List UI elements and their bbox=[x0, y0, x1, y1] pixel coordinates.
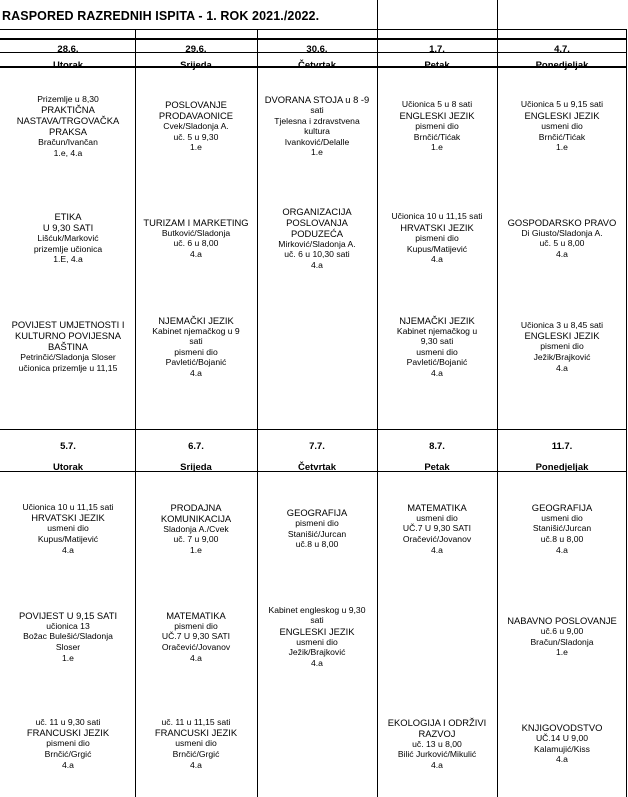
date-header: 28.6. bbox=[57, 44, 79, 55]
exam-cell bbox=[8, 184, 128, 292]
exam-subject-line: POSLOVANJE bbox=[165, 99, 227, 111]
exam-detail-line: Prizemlje u 8,30 bbox=[37, 93, 99, 104]
exam-detail-line: 1.e bbox=[190, 142, 202, 153]
exam-detail-line: 4.a bbox=[190, 248, 202, 259]
header-top-rule bbox=[0, 38, 626, 40]
exam-detail-line: Brnčić/Tićak bbox=[413, 131, 461, 142]
date-header: 6.7. bbox=[188, 441, 204, 452]
exam-detail-line: 1.e bbox=[431, 142, 443, 153]
exam-subject-line: NABAVNO POSLOVANJE bbox=[507, 615, 617, 627]
exam-subject-line: FRANCUSKI JEZIK bbox=[154, 727, 238, 739]
exam-detail-line: Božac Bulešić/Sladonja bbox=[23, 631, 113, 642]
exam-detail-line: usmeni dio bbox=[175, 738, 217, 749]
exam-detail-line: 4.a bbox=[431, 254, 443, 265]
exam-cell bbox=[502, 292, 622, 401]
exam-subject-line: PRODAVAONICE bbox=[158, 110, 234, 122]
exam-detail-line: Učionica 10 u 11,15 sati bbox=[22, 501, 114, 512]
day-header: Ponedjeljak bbox=[535, 462, 589, 473]
exam-detail-line: Učionica 5 u 9,15 sati bbox=[520, 99, 604, 110]
exam-detail-line: usmeni dio bbox=[416, 346, 458, 357]
exam-cell bbox=[502, 68, 622, 184]
exam-subject-line: TURIZAM I MARKETING bbox=[143, 216, 249, 228]
exam-cell bbox=[257, 583, 377, 690]
exam-detail-line: Sladonja A./Cvek bbox=[163, 523, 229, 534]
exam-subject-line: ETIKA bbox=[54, 211, 82, 223]
date-header: 7.7. bbox=[309, 441, 325, 452]
exam-detail-line: Petrinčić/Sladonja Sloser bbox=[20, 352, 116, 363]
exam-subject-line: HRVATSKI JEZIK bbox=[31, 512, 105, 524]
exam-subject-line: FRANCUSKI JEZIK bbox=[26, 727, 110, 739]
exam-cell bbox=[502, 474, 622, 583]
exam-cell-empty bbox=[257, 292, 377, 401]
exam-subject-line: GEOGRAFIJA bbox=[286, 507, 348, 519]
exam-cell bbox=[136, 583, 256, 690]
exam-detail-line: Učionica 3 u 8,45 sati bbox=[520, 319, 604, 330]
exam-detail-line: Cvek/Sladonja A. bbox=[163, 121, 229, 132]
exam-detail-line: Bračun/Ivančan bbox=[38, 137, 98, 148]
exam-detail-line: Oračević/Jovanov bbox=[161, 642, 231, 652]
exam-detail-line: usmeni dio bbox=[541, 512, 583, 523]
exam-detail-line: usmeni dio bbox=[541, 120, 583, 131]
exam-detail-line: Brnčić/Grgić bbox=[172, 749, 220, 759]
exam-subject-line: NJEMAČKI JEZIK bbox=[158, 314, 234, 326]
exam-detail-line: uč. 5 u 9,30 bbox=[173, 131, 219, 142]
exam-detail-line: Stanišić/Jurcan bbox=[287, 528, 347, 539]
exam-detail-line: Brnčić/Tićak bbox=[538, 131, 586, 142]
exam-subject-line: RAZVOJ bbox=[418, 727, 456, 739]
exam-detail-line: uč. 6 u 10,30 sati bbox=[284, 249, 350, 260]
exam-subject-line: KULTURNO POVIJESNA bbox=[14, 330, 122, 342]
exam-detail-line: Ivanković/Delalle bbox=[284, 136, 350, 147]
exam-detail-line: pismeni dio bbox=[415, 232, 459, 243]
date-header: 1.7. bbox=[429, 44, 445, 55]
exam-detail-line: kultura bbox=[304, 126, 330, 137]
exam-subject-line: PRODAJNA bbox=[170, 501, 222, 513]
exam-subject-line: GOSPODARSKO PRAVO bbox=[507, 216, 617, 228]
exam-detail-line: Bilić Jurković/Mikulić bbox=[397, 749, 477, 760]
exam-detail-line: Učionica 5 u 8 sati bbox=[401, 99, 473, 110]
day-header: Četvrtak bbox=[297, 462, 337, 473]
exam-detail-line: uč. 5 u 8,00 bbox=[539, 238, 585, 249]
exam-detail-line: 4.a bbox=[556, 544, 568, 555]
exam-detail-line: Bračun/Sladonja bbox=[530, 636, 594, 647]
exam-detail-line: učionica 13 bbox=[46, 620, 90, 631]
exam-detail-line: 4.a bbox=[190, 652, 202, 663]
exam-detail-line: Brnčić/Grgić bbox=[44, 749, 92, 759]
exam-detail-line: sati bbox=[310, 615, 324, 626]
exam-detail-line: 4.a bbox=[431, 544, 443, 555]
exam-cell bbox=[257, 474, 377, 583]
exam-detail-line: uč. 11 u 9,30 sati bbox=[35, 716, 101, 727]
exam-detail-line: 1.E, 4.a bbox=[53, 254, 83, 265]
date-header: 4.7. bbox=[554, 44, 570, 55]
exam-detail-line: usmeni dio bbox=[47, 523, 89, 534]
exam-cell bbox=[502, 184, 622, 292]
exam-detail-line: pismeni dio bbox=[174, 346, 218, 357]
exam-detail-line: 4.a bbox=[190, 367, 202, 378]
exam-detail-line: 4.a bbox=[556, 362, 568, 373]
exam-detail-line: Pavletić/Bojanić bbox=[165, 357, 227, 368]
exam-detail-line: Oračević/Jovanov bbox=[402, 534, 472, 544]
exam-detail-line: Ježik/Brajković bbox=[533, 352, 591, 362]
exam-subject-line: ENGLESKI JEZIK bbox=[399, 109, 475, 121]
exam-detail-line: usmeni dio bbox=[296, 636, 338, 647]
exam-detail-line: Stanišić/Jurcan bbox=[532, 523, 592, 534]
exam-detail-line: 1.e bbox=[556, 647, 568, 658]
day-header: Utorak bbox=[52, 60, 84, 71]
exam-detail-line: 4.a bbox=[556, 754, 568, 765]
exam-subject-line: BAŠTINA bbox=[47, 341, 89, 353]
exam-subject-line: POSLOVANJA bbox=[286, 216, 348, 228]
exam-subject-line: ENGLESKI JEZIK bbox=[524, 109, 600, 121]
exam-subject-line: NJEMAČKI JEZIK bbox=[399, 314, 475, 326]
exam-detail-line: Di Giusto/Sladonja A. bbox=[521, 227, 603, 238]
exam-cell bbox=[8, 690, 128, 797]
exam-subject-line: HRVATSKI JEZIK bbox=[400, 221, 474, 233]
exam-detail-line: 1.e bbox=[190, 544, 202, 555]
day-header: Ponedjeljak bbox=[535, 60, 589, 71]
exam-detail-line: 1.e bbox=[311, 147, 323, 158]
exam-detail-line: pismeni dio bbox=[46, 738, 90, 749]
exam-detail-line: Tjelesna i zdravstvena bbox=[274, 115, 360, 126]
exam-cell bbox=[136, 68, 256, 184]
title-divider bbox=[377, 0, 378, 29]
column-divider bbox=[497, 29, 498, 797]
date-header: 5.7. bbox=[60, 441, 76, 452]
exam-cell-empty bbox=[377, 583, 497, 690]
exam-subject-line: KOMUNIKACIJA bbox=[160, 512, 232, 524]
exam-detail-line: pismeni dio bbox=[540, 341, 584, 352]
exam-cell bbox=[377, 184, 497, 292]
day-header: Četvrtak bbox=[297, 60, 337, 71]
column-divider bbox=[626, 29, 627, 797]
exam-detail-line: 4.a bbox=[62, 759, 74, 770]
exam-detail-line: sati bbox=[189, 336, 203, 347]
exam-subject-line: MATEMATIKA bbox=[166, 609, 226, 621]
exam-detail-line: 9,30 sati bbox=[420, 336, 454, 347]
exam-detail-line: 1.e bbox=[62, 652, 74, 663]
exam-detail-line: 4.a bbox=[431, 759, 443, 770]
exam-subject-line: MATEMATIKA bbox=[407, 501, 467, 513]
day-header: Srijeda bbox=[180, 60, 212, 71]
exam-detail-line: usmeni dio bbox=[416, 512, 458, 523]
exam-cell bbox=[502, 583, 622, 690]
exam-detail-line: uč.8 u 8,00 bbox=[540, 534, 584, 544]
exam-detail-line: sati bbox=[310, 105, 324, 116]
exam-detail-line: 1.e bbox=[556, 142, 568, 153]
exam-detail-line: uč. 11 u 11,15 sati bbox=[161, 716, 231, 727]
exam-subject-line: ENGLESKI JEZIK bbox=[524, 330, 600, 342]
exam-detail-line: uč. 6 u 8,00 bbox=[173, 238, 219, 249]
exam-detail-line: uč. 13 u 8,00 bbox=[412, 738, 462, 749]
exam-subject-line: U 9,30 SATI bbox=[42, 222, 94, 234]
exam-cell bbox=[502, 690, 622, 797]
day-header: Srijeda bbox=[180, 462, 212, 473]
exam-detail-line: Kabinet njemačkog u 9 bbox=[152, 325, 240, 336]
exam-detail-line: 4.a bbox=[62, 544, 74, 555]
exam-detail-line: 1.e, 4.a bbox=[53, 147, 83, 158]
top-border bbox=[0, 29, 626, 30]
exam-detail-line: 4.a bbox=[311, 259, 323, 270]
exam-subject-line: PRAKTIČNA bbox=[41, 104, 95, 116]
exam-subject-line: ENGLESKI JEZIK bbox=[279, 625, 355, 637]
exam-cell bbox=[136, 690, 256, 797]
exam-detail-line: uč.8 u 8,00 bbox=[295, 539, 339, 550]
exam-detail-line: uč.6 u 9,00 bbox=[540, 626, 584, 637]
exam-subject-line: DVORANA STOJA u 8 -9 bbox=[264, 94, 370, 106]
exam-cell bbox=[136, 474, 256, 583]
exam-detail-line: UČ.14 U 9,00 bbox=[535, 733, 589, 744]
exam-detail-line: prizemlje učionica bbox=[33, 243, 103, 254]
exam-subject-line: EKOLOGIJA I ODRŽIVI bbox=[387, 716, 487, 728]
exam-subject-line: POVIJEST UMJETNOSTI I bbox=[11, 319, 125, 331]
exam-detail-line: 4.a bbox=[431, 367, 443, 378]
day-header: Petak bbox=[424, 60, 450, 71]
exam-detail-line: Kabinet njemačkog u bbox=[396, 325, 478, 336]
exam-detail-line: Kupus/Matijević bbox=[37, 534, 99, 544]
exam-detail-line: 4.a bbox=[190, 759, 202, 770]
exam-cell bbox=[377, 68, 497, 184]
exam-detail-line: Sloser bbox=[55, 642, 81, 652]
page-title: RASPORED RAZREDNIH ISPITA - 1. ROK 2021./2022. bbox=[2, 9, 320, 23]
exam-subject-line: ORGANIZACIJA bbox=[282, 205, 352, 217]
exam-subject-line: GEOGRAFIJA bbox=[531, 501, 593, 513]
exam-detail-line: uč. 7 u 9,00 bbox=[173, 534, 219, 545]
exam-cell bbox=[136, 292, 256, 401]
date-header: 30.6. bbox=[306, 44, 328, 55]
exam-cell bbox=[257, 184, 377, 292]
exam-detail-line: učionica prizemlje u 11,15 bbox=[18, 363, 118, 373]
exam-detail-line: UČ.7 U 9,30 SATI bbox=[402, 523, 472, 534]
exam-detail-line: pismeni dio bbox=[295, 518, 339, 529]
exam-detail-line: pismeni dio bbox=[415, 120, 459, 131]
exam-cell bbox=[8, 68, 128, 184]
date-header: 11.7. bbox=[551, 441, 573, 452]
exam-cell bbox=[8, 292, 128, 401]
exam-detail-line: UČ.7 U 9,30 SATI bbox=[161, 631, 231, 642]
exam-cell bbox=[377, 292, 497, 401]
exam-detail-line: Kalamujić/Kiss bbox=[534, 743, 590, 754]
exam-detail-line: Butković/Sladonja bbox=[161, 227, 231, 238]
exam-cell bbox=[377, 474, 497, 583]
exam-subject-line: PRAKSA bbox=[48, 126, 88, 138]
exam-detail-line: 4.a bbox=[556, 248, 568, 259]
exam-cell bbox=[136, 184, 256, 292]
exam-subject-line: PODUZEĆA bbox=[290, 227, 344, 239]
exam-cell-empty bbox=[257, 690, 377, 797]
exam-detail-line: Kupus/Matijević bbox=[406, 243, 468, 254]
title-divider bbox=[497, 0, 498, 29]
exam-cell bbox=[8, 474, 128, 583]
date-header: 8.7. bbox=[429, 441, 445, 452]
week-separator bbox=[0, 429, 626, 430]
exam-cell bbox=[257, 68, 377, 184]
exam-detail-line: Mirković/Sladonja A. bbox=[278, 238, 356, 249]
exam-cell bbox=[377, 690, 497, 797]
exam-detail-line: pismeni dio bbox=[174, 620, 218, 631]
exam-subject-line: NASTAVA/TRGOVAČKA bbox=[16, 115, 120, 127]
exam-detail-line: Kabinet engleskog u 9,30 bbox=[268, 604, 366, 615]
date-header: 29.6. bbox=[185, 44, 207, 55]
exam-detail-line: Ježik/Brajković bbox=[288, 647, 346, 658]
day-header: Utorak bbox=[52, 462, 84, 473]
exam-detail-line: Pavletić/Bojanić bbox=[406, 357, 468, 368]
exam-detail-line: Lišćuk/Marković bbox=[37, 233, 99, 244]
exam-cell bbox=[8, 583, 128, 690]
day-header: Petak bbox=[424, 462, 450, 473]
exam-subject-line: POVIJEST U 9,15 SATI bbox=[18, 609, 118, 621]
exam-detail-line: Učionica 10 u 11,15 sati bbox=[391, 211, 483, 222]
exam-subject-line: KNJIGOVODSTVO bbox=[521, 722, 603, 734]
exam-detail-line: 4.a bbox=[311, 657, 323, 668]
